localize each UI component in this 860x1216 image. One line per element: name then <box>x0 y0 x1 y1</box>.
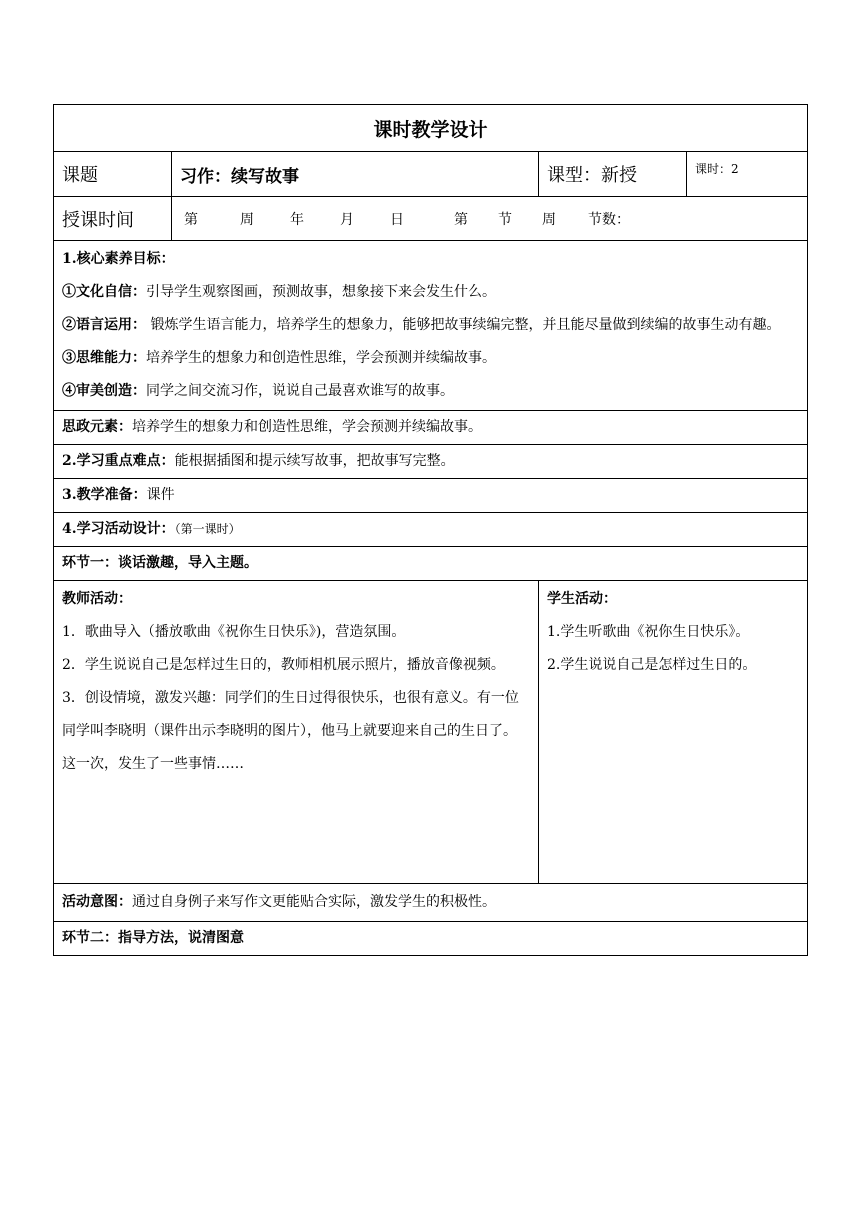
student-item: 1.学生听歌曲《祝你生日快乐》。 <box>547 624 750 640</box>
time-field-week: 周 <box>240 211 254 228</box>
section-one-row: 环节一：谈话激趣，导入主题。 <box>54 547 808 581</box>
section-two-row: 环节二：指导方法，说清图意 <box>54 922 808 956</box>
core-item: ①文化自信：引导学生观察图画，预测故事，想象接下来会发生什么。 <box>62 284 496 300</box>
core-item: ④审美创造：同学之间交流习作，说说自己最喜欢谁写的故事。 <box>62 383 454 399</box>
teacher-activity <box>54 581 539 884</box>
lesson-period: 课时：2 <box>687 152 808 197</box>
time-field-count: 节数： <box>588 211 630 228</box>
core-heading: 1.核心素养目标： <box>62 251 175 267</box>
time-field-year: 年 <box>290 211 304 228</box>
core-item: ③思维能力：培养学生的想象力和创造性思维，学会预测并续编故事。 <box>62 350 496 366</box>
teacher-heading: 教师活动： <box>62 591 132 607</box>
topic-label: 课题 <box>54 152 172 197</box>
prep-row: 3.教学准备：课件 <box>54 479 808 513</box>
ideology-row: 思政元素：培养学生的想象力和创造性思维，学会预测并续编故事。 <box>54 411 808 445</box>
time-field-section-no: 第 <box>454 211 468 228</box>
time-field-month: 月 <box>340 211 354 228</box>
intent-row: 活动意图：通过自身例子来写作文更能贴合实际，激发学生的积极性。 <box>54 884 808 922</box>
teacher-item: 3．创设情境，激发兴趣：同学们的生日过得很快乐，也很有意义。有一位同学叫李晓明（课件出示李晓明的图片），他马上就要迎来自己的生日了。这一次，发生了一些事情…… <box>62 690 519 772</box>
teacher-item: 2．学生说说自己是怎样过生日的，教师相机展示照片，播放音像视频。 <box>62 657 505 673</box>
student-heading: 学生活动： <box>547 591 617 607</box>
time-field-weekday: 周 <box>542 211 556 228</box>
core-item: ②语言运用： 锻炼学生语言能力，培养学生的想象力，能够把故事续编完整，并且能尽量做到续编的故事生动有趣。 <box>62 317 781 333</box>
time-field-day: 日 <box>390 211 404 228</box>
student-activity <box>539 581 808 884</box>
core-goals <box>54 241 808 411</box>
topic-value: 习作：续写故事 <box>172 152 539 197</box>
time-field-week-no: 第 <box>184 211 198 228</box>
student-item: 2.学生说说自己是怎样过生日的。 <box>547 657 757 673</box>
activity-design-row: 4.学习活动设计：（第一课时） <box>54 513 808 547</box>
time-fields <box>172 197 808 241</box>
teacher-item: 1．歌曲导入（播放歌曲《祝你生日快乐》)，营造氛围。 <box>62 624 406 640</box>
lesson-type: 课型：新授 <box>539 152 687 197</box>
lesson-plan-table <box>53 104 808 956</box>
document-title: 课时教学设计 <box>54 105 808 152</box>
key-points-row: 2.学习重点难点：能根据插图和提示续写故事，把故事写完整。 <box>54 445 808 479</box>
time-field-section: 节 <box>498 211 512 228</box>
time-label: 授课时间 <box>54 197 172 241</box>
